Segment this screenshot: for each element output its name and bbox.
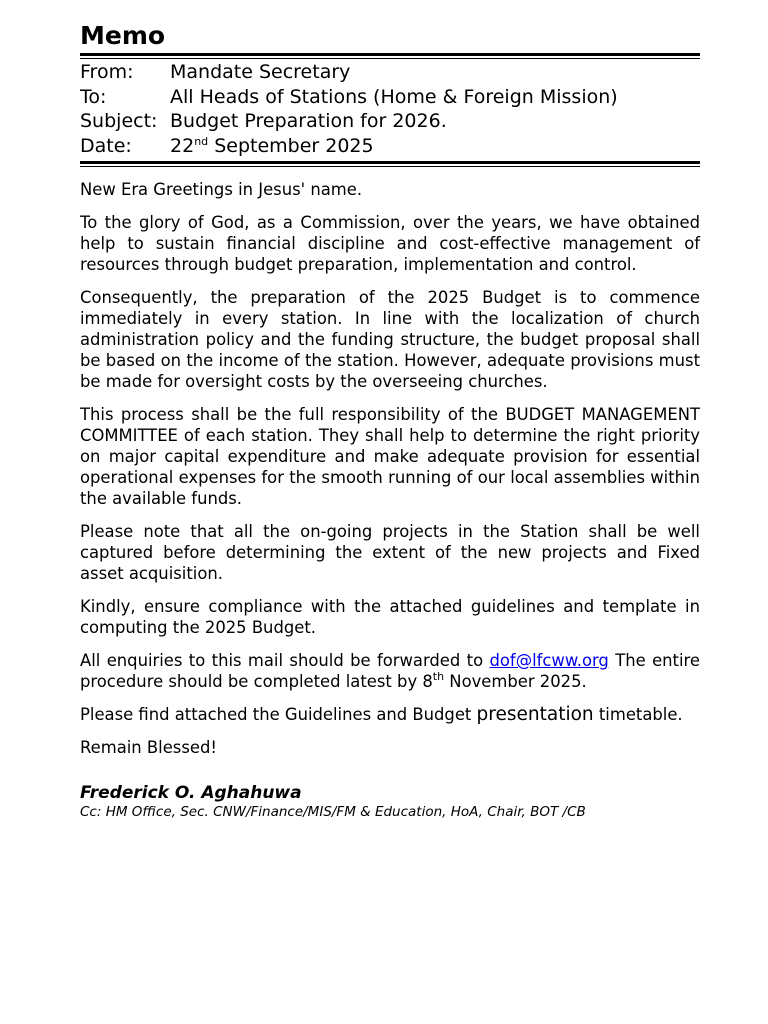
memo-document (80, 20, 700, 820)
projects-paragraph: Please note that all the on-going projects in the Station shall be well captured before determining the extent of the new projects and Fixed asset acquisition. (80, 522, 700, 583)
from-row (80, 60, 700, 85)
greeting-paragraph: New Era Greetings in Jesus' name. (80, 180, 363, 199)
subject-label: Subject: (80, 110, 158, 132)
cc-line: Cc: HM Office, Sec. CNW/Finance/MIS/FM & Education, HoA, Chair, BOT /CB (80, 804, 586, 820)
enquiries-text-end: November 2025. (444, 672, 587, 691)
signature-block (80, 782, 700, 820)
attachment-text-start: Please find attached the Guidelines and Budget (80, 705, 477, 724)
date-row (80, 134, 700, 159)
memo-body (80, 179, 700, 758)
attachment-text-end: timetable. (593, 705, 683, 724)
from-value: Mandate Secretary (170, 61, 351, 83)
committee-paragraph: This process shall be the full responsibility of the BUDGET MANAGEMENT COMMITTEE of each station. They shall help to determine the right priority on major capital expenditure and make adequate provision for essential operational expenses for the smooth running of our local assemblies within the available funds. (80, 405, 700, 508)
signatory-name: Frederick O. Aghahuwa (80, 783, 302, 803)
to-label: To: (80, 85, 107, 108)
subject-row (80, 109, 700, 134)
enquiries-text-mid: The entire procedure should be completed latest by 8 (80, 651, 700, 691)
date-label: Date: (80, 134, 132, 157)
enquiries-text-start: All enquiries to this mail should be forwarded to (80, 651, 490, 670)
date-day: 22 (170, 134, 195, 157)
deadline-day-suffix: th (432, 670, 445, 683)
budget-commence-paragraph: Consequently, the preparation of the 2025 Budget is to commence immediately in every station. In line with the localization of church administration policy and the funding structure, the budget proposal shall be based on the income of the station. However, adequate provisions must be made for oversight costs by the overseeing churches. (80, 288, 700, 391)
from-label: From: (80, 61, 134, 83)
date-rest: September 2025 (208, 134, 374, 157)
subject-value: Budget Preparation for 2026. (170, 110, 447, 132)
attachment-paragraph (80, 704, 700, 725)
compliance-paragraph: Kindly, ensure compliance with the attached guidelines and template in computing the 2025 Budget. (80, 597, 700, 637)
memo-header (80, 59, 700, 161)
to-row (80, 85, 700, 110)
memo-title: Memo (80, 21, 166, 50)
date-value (170, 134, 700, 159)
date-suffix: nd (194, 134, 209, 148)
to-value: All Heads of Stations (Home & Foreign Mission) (170, 85, 618, 108)
intro-paragraph: To the glory of God, as a Commission, over the years, we have obtained help to sustain financial discipline and cost-effective management of resources through budget preparation, implementation and control. (80, 213, 700, 274)
enquiries-paragraph (80, 650, 700, 692)
attachment-text-emphasis: presentation (476, 704, 594, 725)
email-link[interactable]: dof@lfcww.org (489, 651, 609, 670)
header-bottom-rule (80, 161, 700, 167)
closing-paragraph: Remain Blessed! (80, 738, 217, 757)
